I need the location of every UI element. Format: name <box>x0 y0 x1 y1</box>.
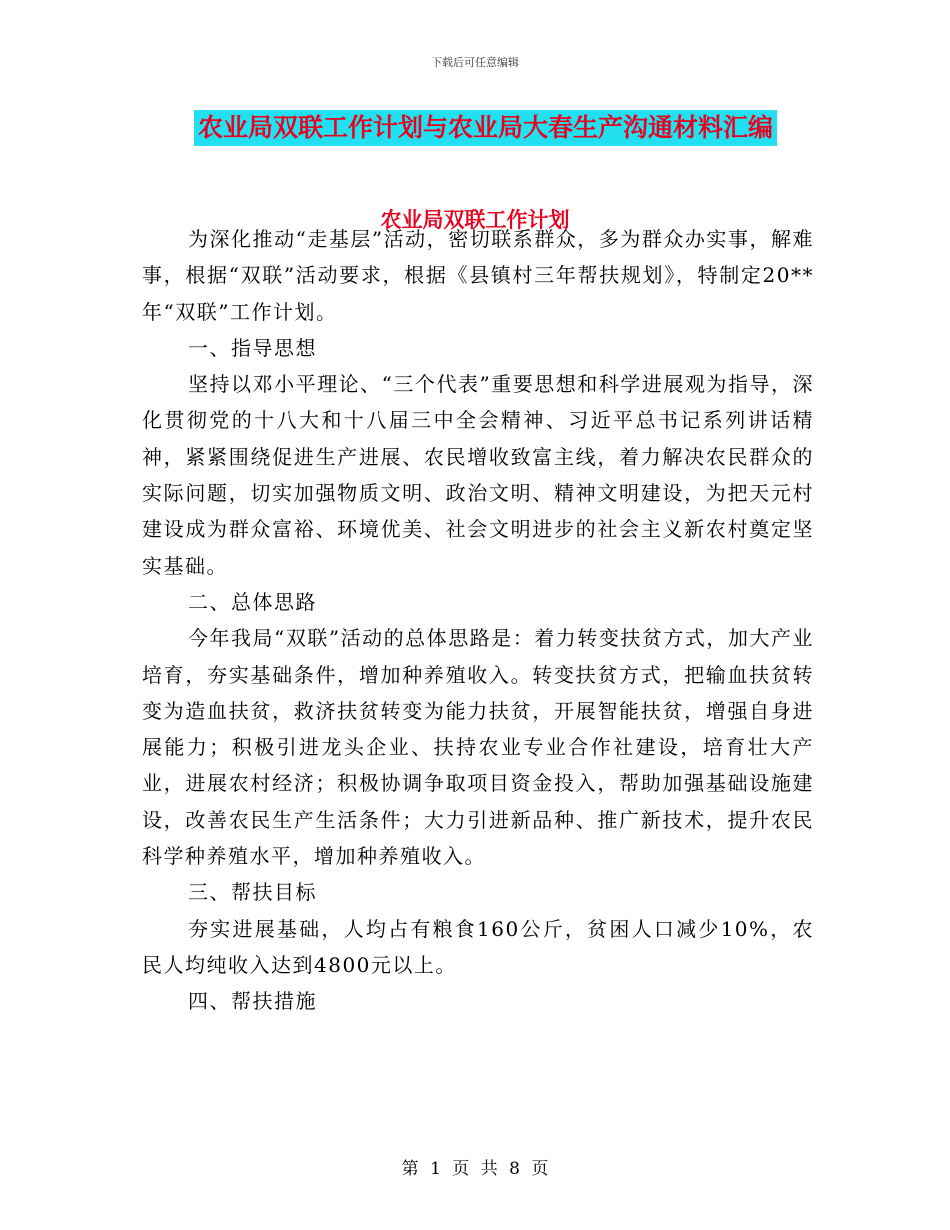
document-body <box>142 221 814 1020</box>
document-title: 农业局双联工作计划与农业局大春生产沟通材料汇编 <box>194 110 777 146</box>
overall-approach-paragraph: 今年我局“双联”活动的总体思路是：着力转变扶贫方式，加大产业培育，夯实基础条件，增加种养殖收入。转变扶贫方式，把输血扶贫转变为造血扶贫，救济扶贫转变为能力扶贫，开展智能扶贫，增强自身进展能力；积极引进龙头企业、扶持农业专业合作社建设，培育壮大产业，进展农村经济；积极协调争取项目资金投入，帮助加强基础设施建设，改善农民生产生活条件；大力引进新品种、推广新技术，提升农民科学种养殖水平，增加种养殖收入。 <box>142 626 814 869</box>
section-title: 农业局双联工作计划 <box>380 208 570 232</box>
guiding-ideology-paragraph: 坚持以邓小平理论、“三个代表”重要思想和科学进展观为指导，深化贯彻党的十八大和十八届三中全会精神、习近平总书记系列讲话精神，紧紧围绕促进生产进展、农民增收致富主线，着力解决农民群众的实际问题，切实加强物质文明、政治文明、精神文明建设，为把天元村建设成为群众富裕、环境优美、社会文明进步的社会主义新农村奠定坚实基础。 <box>142 372 814 578</box>
heading-overall-approach: 二、总体思路 <box>188 589 317 614</box>
assistance-goals-paragraph: 夯实进展基础，人均占有粮食160公斤，贫困人口减少10%，农民人均纯收入达到4800元以上。 <box>142 916 814 977</box>
header-note: 下载后可任意编辑 <box>431 56 519 69</box>
heading-guiding-ideology: 一、指导思想 <box>188 335 317 360</box>
intro-paragraph: 为深化推动“走基层”活动，密切联系群众，多为群众办实事，解难事，根据“双联”活动要求，根据《县镇村三年帮扶规划》，特制定20**年“双联”工作计划。 <box>142 227 814 324</box>
heading-assistance-goals: 三、帮扶目标 <box>188 880 317 905</box>
heading-assistance-measures: 四、帮扶措施 <box>188 989 317 1014</box>
page-number-footer: 第 1 页 共 8 页 <box>401 1159 549 1179</box>
